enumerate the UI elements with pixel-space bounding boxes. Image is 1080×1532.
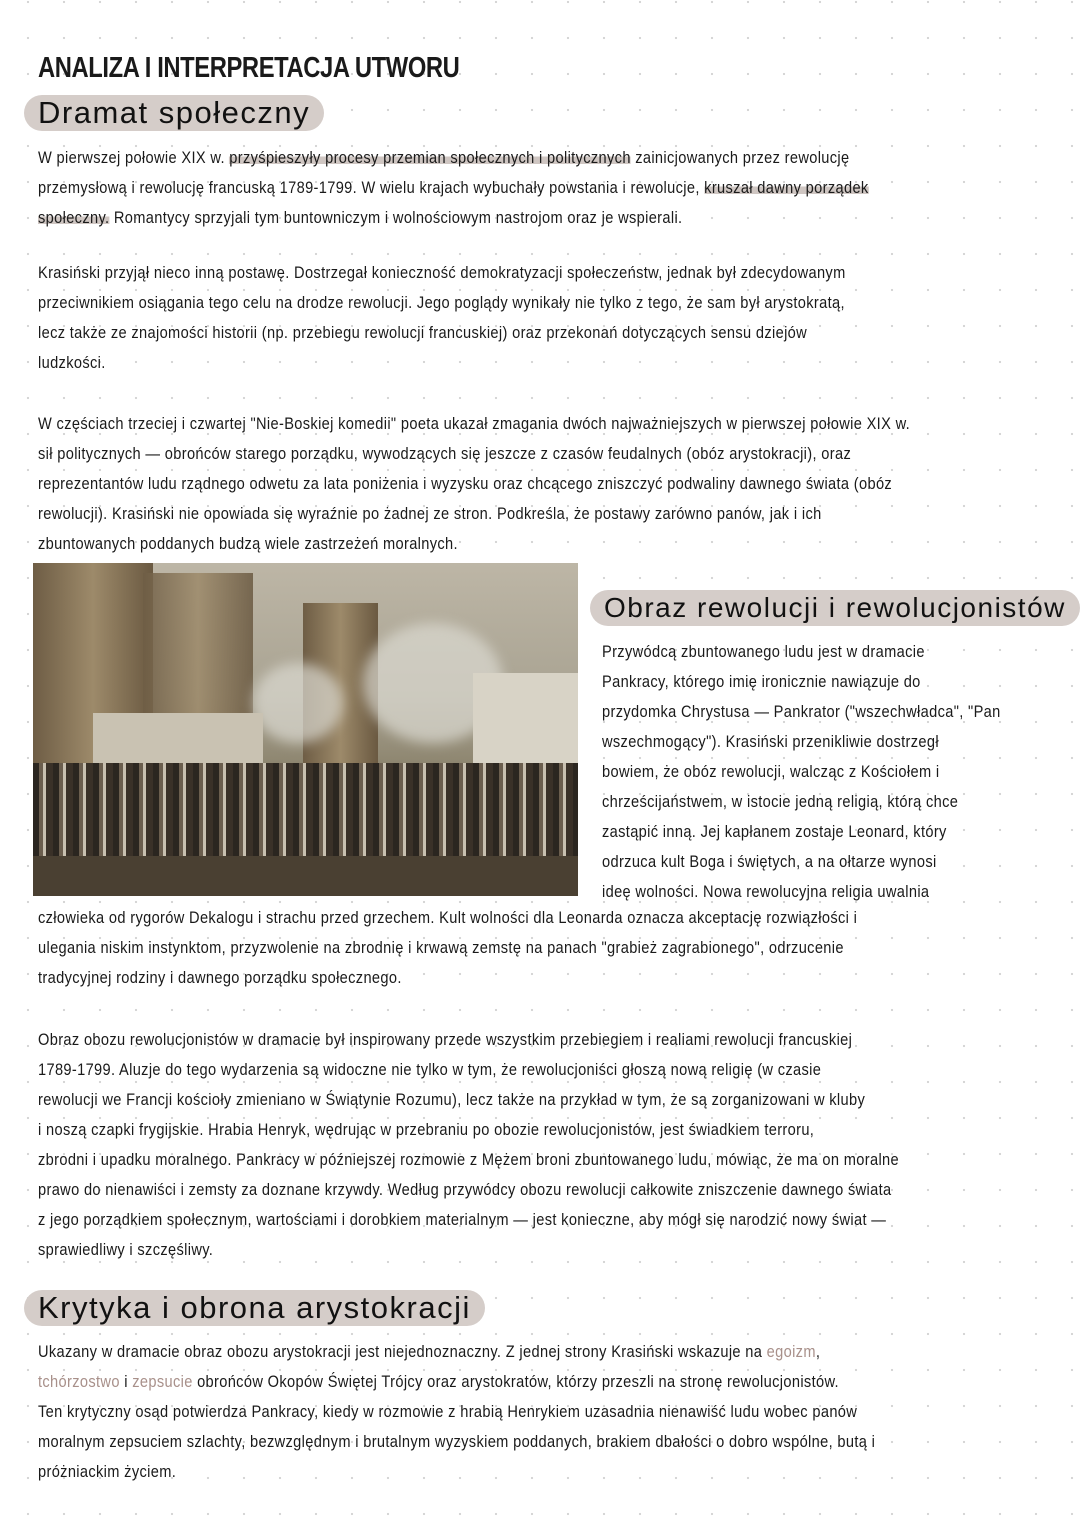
text-line <box>38 439 910 469</box>
text: i <box>119 1372 133 1391</box>
text: rewolucji). Krasiński nie opowiada się wyraźnie po żadnej ze stron. Podkreśla, że postawy zarówno panów, jak i ich <box>38 504 822 523</box>
text: sprawiedliwy i szczęśliwy. <box>38 1240 214 1259</box>
text-line <box>602 727 1001 757</box>
text: obrońców Okopów Świętej Trójcy oraz arystokratów, którzy przeszli na stronę rewolucjonistów. <box>192 1372 839 1391</box>
text: Krasiński przyjął nieco inną postawę. Dostrzegał konieczność demokratyzacji społeczeństw, jednak był zdecydowanym <box>38 263 846 282</box>
text-line <box>38 1427 875 1457</box>
text: ludzkości. <box>38 353 106 372</box>
text-line <box>38 1115 899 1145</box>
text: moralnym zepsuciem szlachty, bezwzględnym i brutalnym wyzyskiem poddanych, brakiem dbałości o dobro wspólne, butą i <box>38 1432 876 1451</box>
house <box>473 673 578 763</box>
text-line <box>38 1055 899 1085</box>
text: W częściach trzeciej i czwartej "Nie-Boskiej komedii" poeta ukazał zmagania dwóch najważniejszych w pierwszej połowie XIX w. <box>38 414 911 433</box>
text-line <box>602 817 1001 847</box>
section-heading-krytyka-arystokracji: Krytyka i obrona arystokracji <box>24 1290 485 1326</box>
text-line <box>38 143 869 173</box>
paragraph-3 <box>38 409 1052 559</box>
text: przeciwnikiem osiągania tego celu na drodze rewolucji. Jego poglądy wynikały nie tylko z tego, że sam był arystokratą, <box>38 293 845 312</box>
text: próżniackim życiem. <box>38 1462 177 1481</box>
text-line <box>38 409 910 439</box>
text: reprezentantów ludu rządnego odwetu za lata poniżenia i wyzysku oraz chcącego zniszczyć podwaliny dawnego świata (obóz <box>38 474 893 493</box>
accent-text: zepsucie <box>132 1372 193 1391</box>
text: Obraz obozu rewolucjonistów w dramacie był inspirowany przede wszystkim przebiegiem i realiami rewolucji francuskiej <box>38 1030 853 1049</box>
paragraph-5 <box>38 903 991 993</box>
text-line <box>38 1235 899 1265</box>
text-line <box>602 697 1001 727</box>
text-line <box>602 757 1001 787</box>
paragraph-4 <box>602 637 1066 907</box>
text-line <box>38 1337 875 1367</box>
section-heading-obraz-rewolucji: Obraz rewolucji i rewolucjonistów <box>590 590 1080 626</box>
text-line <box>38 203 869 233</box>
text: człowieka od rygorów Dekalogu i strachu przed grzechem. Kult wolności dla Leonarda oznacza akceptację rozwiązłości i <box>38 908 858 927</box>
paragraph-1 <box>38 143 1004 233</box>
text: zastąpić inną. Jej kapłanem zostaje Leonard, który <box>602 822 947 841</box>
text-line <box>38 469 910 499</box>
text: chrześcijaństwem, w istocie jedną religią, którą chce <box>602 792 959 811</box>
text: i noszą czapki frygijskie. Hrabia Henryk, wędrując w przebraniu po obozie rewolucjonistów, jest świadkiem terroru, <box>38 1120 815 1139</box>
text: Pankracy, którego imię ironicznie nawiązuje do <box>602 672 921 691</box>
accent-text: tchórzostwo <box>38 1372 120 1391</box>
text-line <box>38 258 846 288</box>
text-line <box>38 1205 899 1235</box>
text: wszechmogący"). Krasiński przenikliwie dostrzegł <box>602 732 939 751</box>
text-line <box>38 933 857 963</box>
text: Przywódcą zbuntowanego ludu jest w dramacie <box>602 642 925 661</box>
text-line <box>38 288 846 318</box>
text-line <box>38 1085 899 1115</box>
text-line <box>602 787 1001 817</box>
smoke-cloud <box>253 663 343 743</box>
highlighted-text: społeczny. <box>38 208 110 227</box>
text-line <box>38 1025 899 1055</box>
text: prawo do nienawiści i zemsty za doznane krzywdy. Według przywódcy obozu rewolucji całkowite zniszczenie dawnego świata <box>38 1180 892 1199</box>
page-title: ANALIZA I INTERPRETACJA UTWORU <box>38 52 460 84</box>
section-heading-dramat-spoleczny: Dramat społeczny <box>24 95 324 131</box>
text: zainicjowanych przez rewolucję <box>630 148 850 167</box>
text: W pierwszej połowie XIX w. <box>38 148 230 167</box>
text: sił politycznych — obrońców starego porządku, wywodzących się jeszcze z czasów feudalnych (obóz arystokracji), oraz <box>38 444 852 463</box>
accent-text: egoizm <box>766 1342 816 1361</box>
text: przydomka Chrystusa — Pankrator ("wszechwładca", "Pan <box>602 702 1001 721</box>
text-line <box>38 318 846 348</box>
text-line <box>602 847 1001 877</box>
painting-storming-of-bastille <box>33 563 578 896</box>
text: z jego porządkiem społecznym, wartościami i dorobkiem materialnym — jest konieczne, aby mógł się narodzić nowy świat — <box>38 1210 887 1229</box>
text: Ukazany w dramacie obraz obozu arystokracji jest niejednoznaczny. Z jednej strony Krasiński wskazuje na <box>38 1342 767 1361</box>
text: zbrodni i upadku moralnego. Pankracy w późniejszej rozmowie z Mężem broni zbuntowanego ludu, mówiąc, że ma on moralne <box>38 1150 900 1169</box>
paragraph-2 <box>38 258 977 378</box>
text-line <box>38 348 846 378</box>
highlighted-text: przyśpieszyły procesy przemian społecznych i politycznych <box>229 148 631 167</box>
text-line <box>38 1457 875 1487</box>
text: ideę wolności. Nowa rewolucyjna religia uwalnia <box>602 882 930 901</box>
text-line <box>602 667 1001 697</box>
text: odrzuca kult Boga i świętych, a na ołtarze wynosi <box>602 852 937 871</box>
ground <box>33 856 578 896</box>
text-line <box>38 529 910 559</box>
paragraph-6 <box>38 1025 1039 1265</box>
text: przemysłową i rewolucję francuską 1789-1799. W wielu krajach wybuchały powstania i rewolucje, <box>38 178 705 197</box>
text: tradycyjnej rodziny i dawnego porządku społecznego. <box>38 968 402 987</box>
text: rewolucji we Francji kościoły zmieniano w Świątynie Rozumu), lecz także na przykład w tym, że są zorganizowani w kluby <box>38 1090 866 1109</box>
text-line <box>38 1367 875 1397</box>
text: , <box>815 1342 821 1361</box>
text-line <box>38 499 910 529</box>
text-line <box>38 903 857 933</box>
text-line <box>38 173 869 203</box>
text: bowiem, że obóz rewolucji, walcząc z Kościołem i <box>602 762 940 781</box>
paragraph-7 <box>38 1337 1012 1487</box>
text: Romantycy sprzyjali tym buntowniczym i wolnościowym nastrojom oraz je wspierali. <box>109 208 683 227</box>
highlighted-text: kruszał dawny porządek <box>704 178 869 197</box>
text-line <box>38 1175 899 1205</box>
text-line <box>38 1397 875 1427</box>
text: 1789-1799. Aluzje do tego wydarzenia są widoczne nie tylko w tym, że rewolucjoniści głoszą nową religię (w czasie <box>38 1060 822 1079</box>
text: ulegania niskim instynktom, przyzwolenie na zbrodnię i krwawą zemstę na panach "grabież zagrabionego", odrzucenie <box>38 938 844 957</box>
text: zbuntowanych poddanych budzą wiele zastrzeżeń moralnych. <box>38 534 458 553</box>
text: lecz także ze znajomości historii (np. przebiegu rewolucji francuskiej) oraz przekonań dotyczących sensu dziejów <box>38 323 808 342</box>
text-line <box>602 637 1001 667</box>
text-line <box>38 1145 899 1175</box>
text: Ten krytyczny osąd potwierdza Pankracy, kiedy w rozmowie z hrabią Henrykiem uzasadnia nienawiść ludu wobec panów <box>38 1402 858 1421</box>
text-line <box>38 963 857 993</box>
